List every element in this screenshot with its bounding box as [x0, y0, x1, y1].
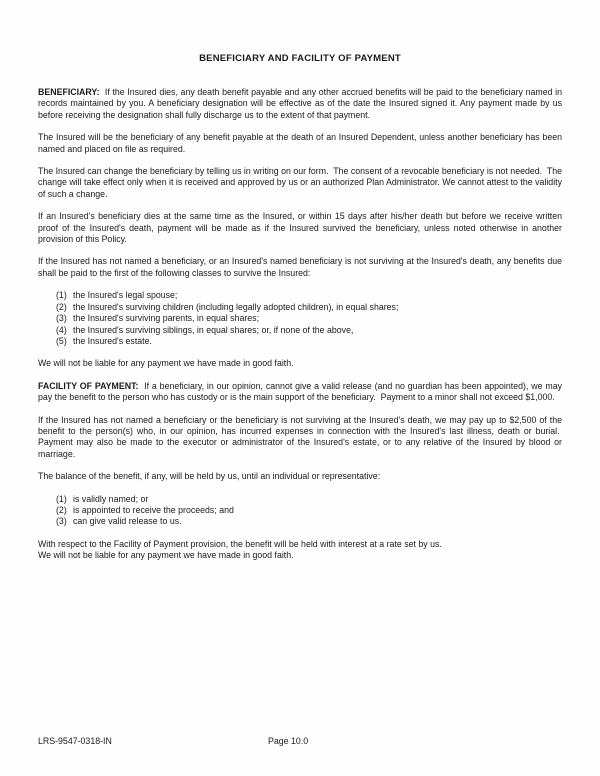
document-content: [38, 0, 562, 573]
paragraph: The Insured will be the beneficiary of any benefit payable at the death of an Insured Dependent, unless another beneficiary has been named and placed on file as required.: [38, 132, 562, 154]
list-item-number: (3): [56, 313, 67, 324]
list-item-number: (3): [56, 516, 67, 527]
list-item-text: the Insured's legal spouse;: [73, 290, 178, 301]
list-item-number: (5): [56, 335, 67, 346]
numbered-list: [38, 290, 562, 347]
paragraph-lead: BENEFICIARY:: [38, 87, 100, 97]
list-item-number: (1): [56, 493, 67, 504]
paragraph: BENEFICIARY: If the Insured dies, any death benefit payable and any other accrued benefits will be paid to the beneficiary named in records maintained by you. A beneficiary designation will be effective as of the date the Insured signed it. Any payment made by us before receiving the designation shall fully discharge us to the extent of that payment.: [38, 87, 562, 120]
list-item: [56, 494, 562, 505]
list-item-number: (2): [56, 301, 67, 312]
list-item: [56, 336, 562, 347]
paragraph: The balance of the benefit, if any, will be held by us, until an individual or representative:: [38, 471, 381, 482]
list-item: [56, 302, 562, 313]
list-item-number: (2): [56, 504, 67, 515]
list-item-text: can give valid release to us.: [73, 516, 182, 527]
document-body: [38, 87, 562, 562]
paragraph: With respect to the Facility of Payment provision, the benefit will be held with interest at a rate set by us. We will not be liable for any payment we have made in good faith.: [38, 538, 442, 561]
list-item-text: is validly named; or: [73, 493, 149, 504]
list-item-text: the Insured's estate.: [73, 335, 152, 346]
list-item: [56, 505, 562, 516]
list-item: [56, 290, 562, 301]
paragraph: We will not be liable for any payment we have made in good faith.: [38, 358, 294, 369]
list-item-text: the Insured's surviving children (including legally adopted children), in equal shares;: [73, 301, 399, 312]
paragraph-lead: FACILITY OF PAYMENT:: [38, 380, 139, 391]
list-item-number: (4): [56, 324, 67, 335]
list-item-text: the Insured's surviving siblings, in equal shares; or, if none of the above,: [73, 324, 354, 335]
paragraph: If an Insured's beneficiary dies at the same time as the Insured, or within 15 days after his/her death but before we receive written proof of the Insured's death, payment will be made as if the Insured survived the beneficiary, unless noted otherwise in another provision of this Policy.: [38, 211, 562, 245]
form-number: LRS-9547-0318-IN: [38, 736, 112, 746]
paragraph: If the Insured has not named a beneficiary or the beneficiary is not surviving at the Insured's death, we may pay up to $2,500 of the benefit to the person(s) who, in our opinion, has incurred expenses in connection with the Insured's last illness, death or burial. Payment may also be made to the executor or administrator of the Insured's estate, or to any relative of the Insured by blood or marriage.: [38, 414, 562, 459]
list-item-number: (1): [56, 290, 67, 301]
numbered-list: [38, 494, 562, 528]
paragraph: FACILITY OF PAYMENT: If a beneficiary, in our opinion, cannot give a valid release (and no guardian has been appointed), we may pay the benefit to the person who has custody or is the main support of the beneficiary. Payment to a minor shall not exceed $1,000.: [38, 380, 562, 403]
paragraph: If the Insured has not named a beneficiary, or an Insured's named beneficiary is not surviving at the Insured's death, any benefits due shall be paid to the first of the following classes to survive the Insured:: [38, 256, 562, 278]
paragraph: The Insured can change the beneficiary by telling us in writing on our form. The consent of a revocable beneficiary is not needed. The change will take effect only when it is received and approved by us or an authorized Plan Administrator. We cannot attest to the validity of such a change.: [38, 166, 562, 199]
page-number: Page 10.0: [268, 736, 309, 746]
list-item: [56, 313, 562, 324]
list-item-text: is appointed to receive the proceeds; and: [73, 504, 234, 515]
list-item: [56, 516, 562, 527]
list-item-text: the Insured's surviving parents, in equal shares;: [73, 313, 260, 324]
page-title: BENEFICIARY AND FACILITY OF PAYMENT: [199, 53, 401, 64]
list-item: [56, 325, 562, 336]
